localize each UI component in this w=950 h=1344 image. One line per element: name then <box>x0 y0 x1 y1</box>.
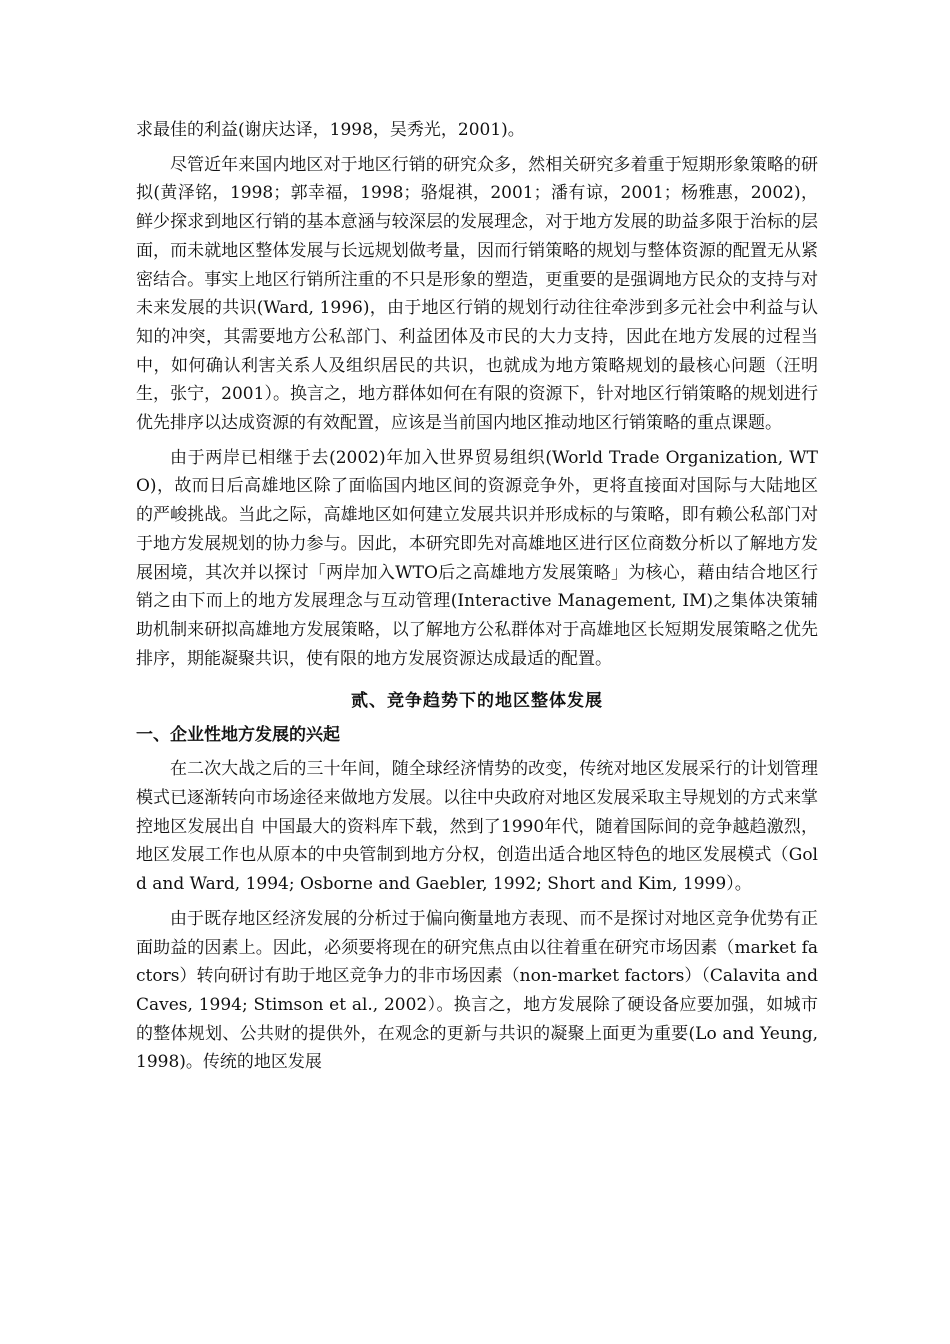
paragraph-research-gap: 尽管近年来国内地区对于地区行销的研究众多，然相关研究多着重于短期形象策略的研拟(黄泽铭，1998；郭幸福，1998；骆焜祺，2001；潘有谅，2001；杨雅惠，2002)，鲜少探求到地区行销的基本意涵与较深层的发展理念，对于地方发展的助益多限于治标的层面，而未就地区整体发展与长远规划做考量，因而行销策略的规划与整体资源的配置无从紧密结合。事实上地区行销所注重的不只是形象的塑造，更重要的是强调地方民众的支持与对未来发展的共识(Ward, 1996)，由于地区行销的规划行动往往牵涉到多元社会中利益与认知的冲突，其需要地方公私部门、利益团体及市民的大力支持，因此在地方发展的过程当中，如何确认利害关系人及组织居民的共识，也就成为地方策略规划的最核心问题（汪明生，张宁，2001）。换言之，地方群体如何在有限的资源下，针对地区行销策略的规划进行优先排序以达成资源的有效配置，应该是当前国内地区推动地区行销策略的重点课题。 <box>136 154 818 434</box>
paragraph-entrepreneurial-development: 在二次大战之后的三十年间，随全球经济情势的改变，传统对地区发展采行的计划管理模式已逐渐转向市场途径来做地方发展。以往中央政府对地区发展采取主导规划的方式来掌控地区发展出自 中国最大的资料库下载，然到了1990年代，随着国际间的竞争越趋激烈，地区发展工作也从原本的中央管制到地方分权，创造出适合地区特色的地区发展模式（Gold and Ward, 1994; Osborne and Gaebler, 1992; Short and Kim, 1999）。 <box>136 759 818 895</box>
paragraph-continuation: 求最佳的利益(谢庆达译，1998，吴秀光，2001)。 <box>136 120 525 140</box>
section-heading: 贰、竞争趋势下的地区整体发展 <box>351 691 603 712</box>
subsection-heading: 一、企业性地方发展的兴起 <box>136 725 340 746</box>
paragraph-non-market-factors: 由于既存地区经济发展的分析过于偏向衡量地方表现、而不是探讨对地区竞争优势有正面助益的因素上。因此，必须要将现在的研究焦点由以往着重在研究市场因素（market factors）转向研讨有助于地区竞争力的非市场因素（non-market factors）（Calavita and Caves, 1994; Stimson et al., 2002）。换言之，地方发展除了硬设备应要加强，如城市的整体规划、公共财的提供外，在观念的更新与共识的凝聚上面更为重要(Lo and Yeung, 1998)。传统的地区发展 <box>136 908 818 1073</box>
document-body <box>136 116 818 1077</box>
paragraph-wto-background: 由于两岸已相继于去(2002)年加入世界贸易组织(World Trade Organization, WTO)，故而日后高雄地区除了面临国内地区间的资源竞争外，更将直接面对国际与大陆地区的严峻挑战。当此之际，高雄地区如何建立发展共识并形成标的与策略，即有赖公私部门对于地方发展规划的协力参与。因此，本研究即先对高雄地区进行区位商数分析以了解地方发展困境，其次并以探讨「两岸加入WTO后之高雄地方发展策略」为核心，藉由结合地区行销之由下而上的地方发展理念与互动管理(Interactive Management, IM)之集体决策辅助机制来研拟高雄地方发展策略，以了解地方公私群体对于高雄地区长短期发展策略之优先排序，期能凝聚共识，使有限的地方发展资源达成最适的配置。 <box>136 447 818 669</box>
